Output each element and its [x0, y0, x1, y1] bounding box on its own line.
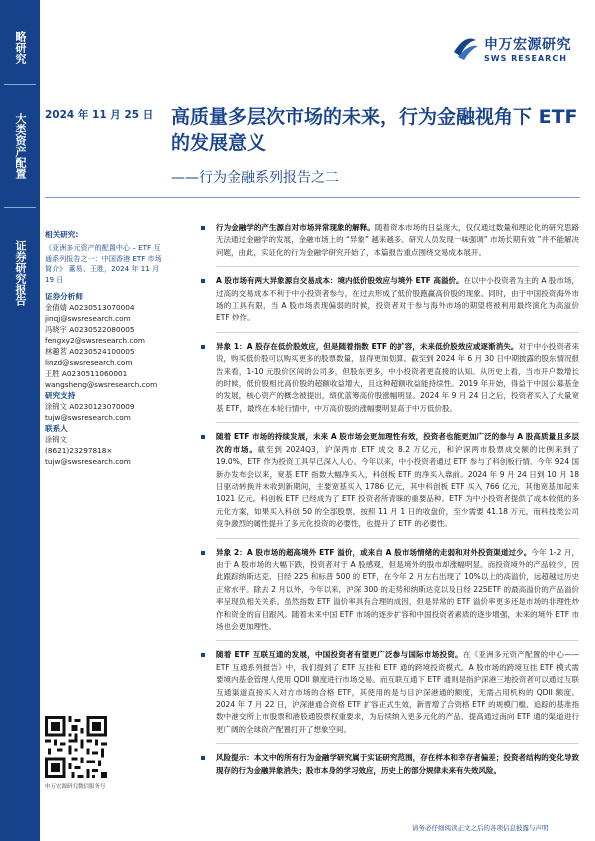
bullet-icon: [201, 653, 205, 657]
support-email[interactable]: tujw@swsresearch.com: [45, 413, 131, 423]
bullet-icon: [201, 345, 205, 349]
analyst-email[interactable]: fengxy2@swsresearch.com: [45, 336, 145, 346]
contact-label: 联系人: [45, 424, 68, 434]
summary-paragraph: [216, 431, 579, 530]
analyst-line: 王胜 A0230511060001: [45, 369, 128, 379]
bullet-icon: [201, 756, 205, 760]
summary-paragraph: [216, 275, 579, 325]
paragraph-text: 对于中小投资者来说，购买低价股可以购买更多的股票数量，显得更加划算。截至到 2024 年 6 月 30 日中期披露的股东情况报告来看，1-10 元股价区间的公司多，但股东更多，中小投资者更直接的认知。从历史上看，当市开户数增长的时候，低价股相比高价股的超额收益增大，且这种超额收益能持续性。2019 年开始，得益于中国公募基金的发展，核心资产的概念被提出，绩优蓝筹高价股涨幅明显。2024 年 9 月 24 日之后，投资者买入了大量宽基 ETF，最终在本轮行情中，中万高价股的涨幅要明显高于中万低价股。: [216, 341, 579, 413]
analyst-line: 林趣茗 A0230524100005: [45, 347, 135, 357]
paragraph-divider: [216, 743, 579, 744]
brand-name-cn: 申万宏源研究: [484, 37, 571, 53]
brand-name-en: SWS RESEARCH: [484, 54, 567, 63]
paragraph-lead: 随着 ETF 市场的持续发展，未来 A 股市场会更加理性有效，投资者也能更加广泛的参与 A 股高质量且多层次的市场。: [216, 432, 579, 454]
sidebar-tab-strategy: 略研究: [14, 30, 27, 64]
brand-logo-icon: [450, 32, 480, 62]
summary-body: [216, 222, 579, 777]
paragraph-text: 在《亚洲多元资产配置的中心——ETF 互通系列报告》中，我们提到了 ETF 互挂和 ETF 通的跨境投资模式。A 股市场的跨境互挂 ETF 模式需要境内基金管理人使用 QDII 额度进行市场交易。而互联互通下 ETF 通则是指沪深港三地投资者可以通过互联互通渠道直接买入对方市场的合格 ETF，其使用的是与目沪深港通的额度，无需占用机构的 QDII 额度。2024 年 7 月 22 日，沪深港通合资格 ETF 扩容正式生效，新晋增了合资格 ETF 的规模门槛、追踪的基准指数中港交所上市股票和港股通股票权重要求，为后续纳入更多元化的产品、提高通过南向 ETF 通的渠道进行更广阔的全球资产配置打开了想象空间。: [216, 650, 579, 734]
analyst-line: 金倩婧 A0230513070004: [45, 303, 135, 313]
report-date: 2024 年 11 月 25 日: [45, 109, 154, 121]
brand-logo: [450, 26, 570, 86]
bullet-icon: [201, 551, 205, 555]
paragraph-text: 今年 1-2 月，由于 A 股市场的大幅下跌，投资者对于 A 股感观，但是境外的股市却涨幅明显。而投资境外的产品较少，因此跟踪纳斯达克、日经 225 和标普 500 的 ETF，在今年 2 月左右出现了 10%以上的高溢价，远超越过历史正常水平。除去 2 月以外，今年以来，沪深 300 的走势和纳斯达克以及日经 225ETF 的最高溢价的产品溢价率呈现负相关关系。虽然指数 ETF 溢价率具有合理的成因，但是异常的 ETF 溢价率更多还是市场的非理性炒作和资金的盲目跟风。随着未来中国 ETF 市场的逐步扩容和中国投资者素质的逐步增强，未来的境外 ETF 市场也会更加理性。: [216, 547, 579, 631]
sidebar-tab-report-type: 证券研究报告: [14, 240, 27, 306]
paragraph-divider: [216, 538, 579, 539]
analyst-line: 冯晓宇 A0230522080005: [45, 325, 135, 335]
analysts-list: [45, 302, 165, 390]
paragraph-text: 截至到 2024Q3，沪深两市 ETF 成交 8.2 万亿元，和沪深两市股票成交额的比例来到了 19.0%，ETF 作为投资工具早已深入人心。今年以来，中小投资者通过 ETF 参与了科创板行情。今年 924 国新办发布会以来，宽基 ETF 指数大幅净买入，科创板 ETF 的净买入靠前。2024 年 9 月 24 日到 10 月 18 日驱动转换并未收到新期间，主要宽基买入 1786 亿元，其中科创板 ETF 买入 766 亿元，其他宽基加起来 1021 亿元。科创板 ETF 已经成为了 ETF 投资者所青睐的重要品种。ETF 为中小投资者提供了成本较低的多元化方案，如果买入科创 50 的全部股票，按照 11 月 1 日的收盘价，至少需要 41.18 万元，而科技类公司竞争激烈的属性提升了多元化投资的必要性，也提升了 ETF 的必要性。: [216, 444, 579, 529]
analyst-email[interactable]: wangsheng@swsresearch.com: [45, 380, 158, 390]
analyst-email[interactable]: jinqj@swsresearch.com: [45, 314, 131, 324]
paragraph-lead: A 股市场有两大异象源自交易成本：境内低价股效应与境外 ETF 高溢价。: [216, 276, 464, 286]
research-support-label: 研究支持: [45, 391, 76, 401]
header-divider: [45, 197, 580, 198]
report-title: 高质量多层次市场的未来，行为金融视角下 ETF 的发展意义: [171, 106, 578, 154]
paragraph-text: 本文中的所有行为金融学研究属于实证研究范围，存在样本和幸存者偏差；投资者结构的变化导致现存的行为金融异象消失；股市本身的学习效应，历史上的部分规律未来有失效风险。: [216, 753, 580, 775]
sidebar-divider: [4, 84, 36, 85]
paragraph-lead: 行为金融学的产生源自对市场异常现象的解释。: [216, 223, 375, 232]
qr-caption: 申万宏源研究微信服务号: [45, 784, 106, 790]
summary-paragraph: [216, 341, 579, 415]
related-research-label: 相关研究:: [45, 230, 79, 239]
paragraph-divider: [216, 332, 579, 333]
contact-name: 涂锦文: [45, 435, 67, 445]
summary-paragraph: [216, 547, 579, 634]
related-research-link[interactable]: 《亚洲多元资产的配置中心 – ETF 互通系列报告之一：中国香港 ETF 市场简介》 董易、王胜，2024 年 11 月 19 日: [45, 243, 162, 284]
paragraph-divider: [216, 422, 579, 423]
paragraph-lead: 异象 2：A 股市场的超高境外 ETF 溢价，或来自 A 股市场情绪的走弱和对外投资渠道过少。: [216, 547, 532, 557]
bullet-icon: [201, 279, 205, 283]
bullet-icon: [201, 226, 205, 230]
paragraph-divider: [216, 640, 579, 641]
summary-paragraph: [216, 222, 579, 259]
paragraph-text: 在以中小投资者为主的 A 股市场，过高的交易成本不利于中小投资者参与，在过去形成了低价股跑赢高价股的现象。同时，由于中国投资海外市场的工具有限，当 A 股市场表现偏弱的时候，投资者对于参与海外市场的期望将被利用最终演化为高溢价 ETF 炒作。: [216, 276, 580, 323]
risk-warning-paragraph: [216, 752, 579, 777]
paragraph-lead: 风险提示：: [216, 753, 254, 763]
report-subtitle: ——行为金融系列报告之二: [171, 170, 339, 186]
bullet-icon: [201, 435, 205, 439]
sidebar-tab-asset-allocation: 大类资产配置: [14, 113, 27, 179]
sidebar: [0, 0, 40, 841]
support-line: 涂锦文 A0230123070009: [45, 402, 135, 412]
contact-email[interactable]: tujw@swsresearch.com: [45, 457, 131, 467]
analysts-label: 证券分析师: [45, 292, 83, 302]
sidebar-divider: [4, 207, 36, 208]
footer-disclaimer: 请务必仔细阅读正文之后的各项信息披露与声明: [412, 824, 549, 832]
paragraph-lead: 随着 ETF 互联互通的发展，中国投资者有望更广泛参与国际市场投资。: [216, 650, 463, 660]
analyst-email[interactable]: linzd@swsresearch.com: [45, 358, 133, 368]
paragraph-text: 随着资本市场的日益庞大，仅仅通过数量和理论化的研究思路无法通过金融学的发展，金融市场上的 “异象” 越来越多。研究人员发现一味强调” 市场长期有效 ”并不能解决问题，由此，实证化的行为金融学研究开始了，本篇报告重点围绕交易成本展开。: [216, 223, 580, 257]
left-column: [45, 229, 165, 467]
wechat-qr-code: [45, 716, 107, 778]
paragraph-divider: [216, 266, 579, 267]
summary-paragraph: [216, 649, 579, 736]
contact-phone: (8621)23297818×: [45, 446, 113, 456]
paragraph-lead: 异象 1：A 股存在低价股效应，但是随着指数 ETF 的扩容，未来低价股效应或逐渐消失。: [216, 341, 519, 351]
